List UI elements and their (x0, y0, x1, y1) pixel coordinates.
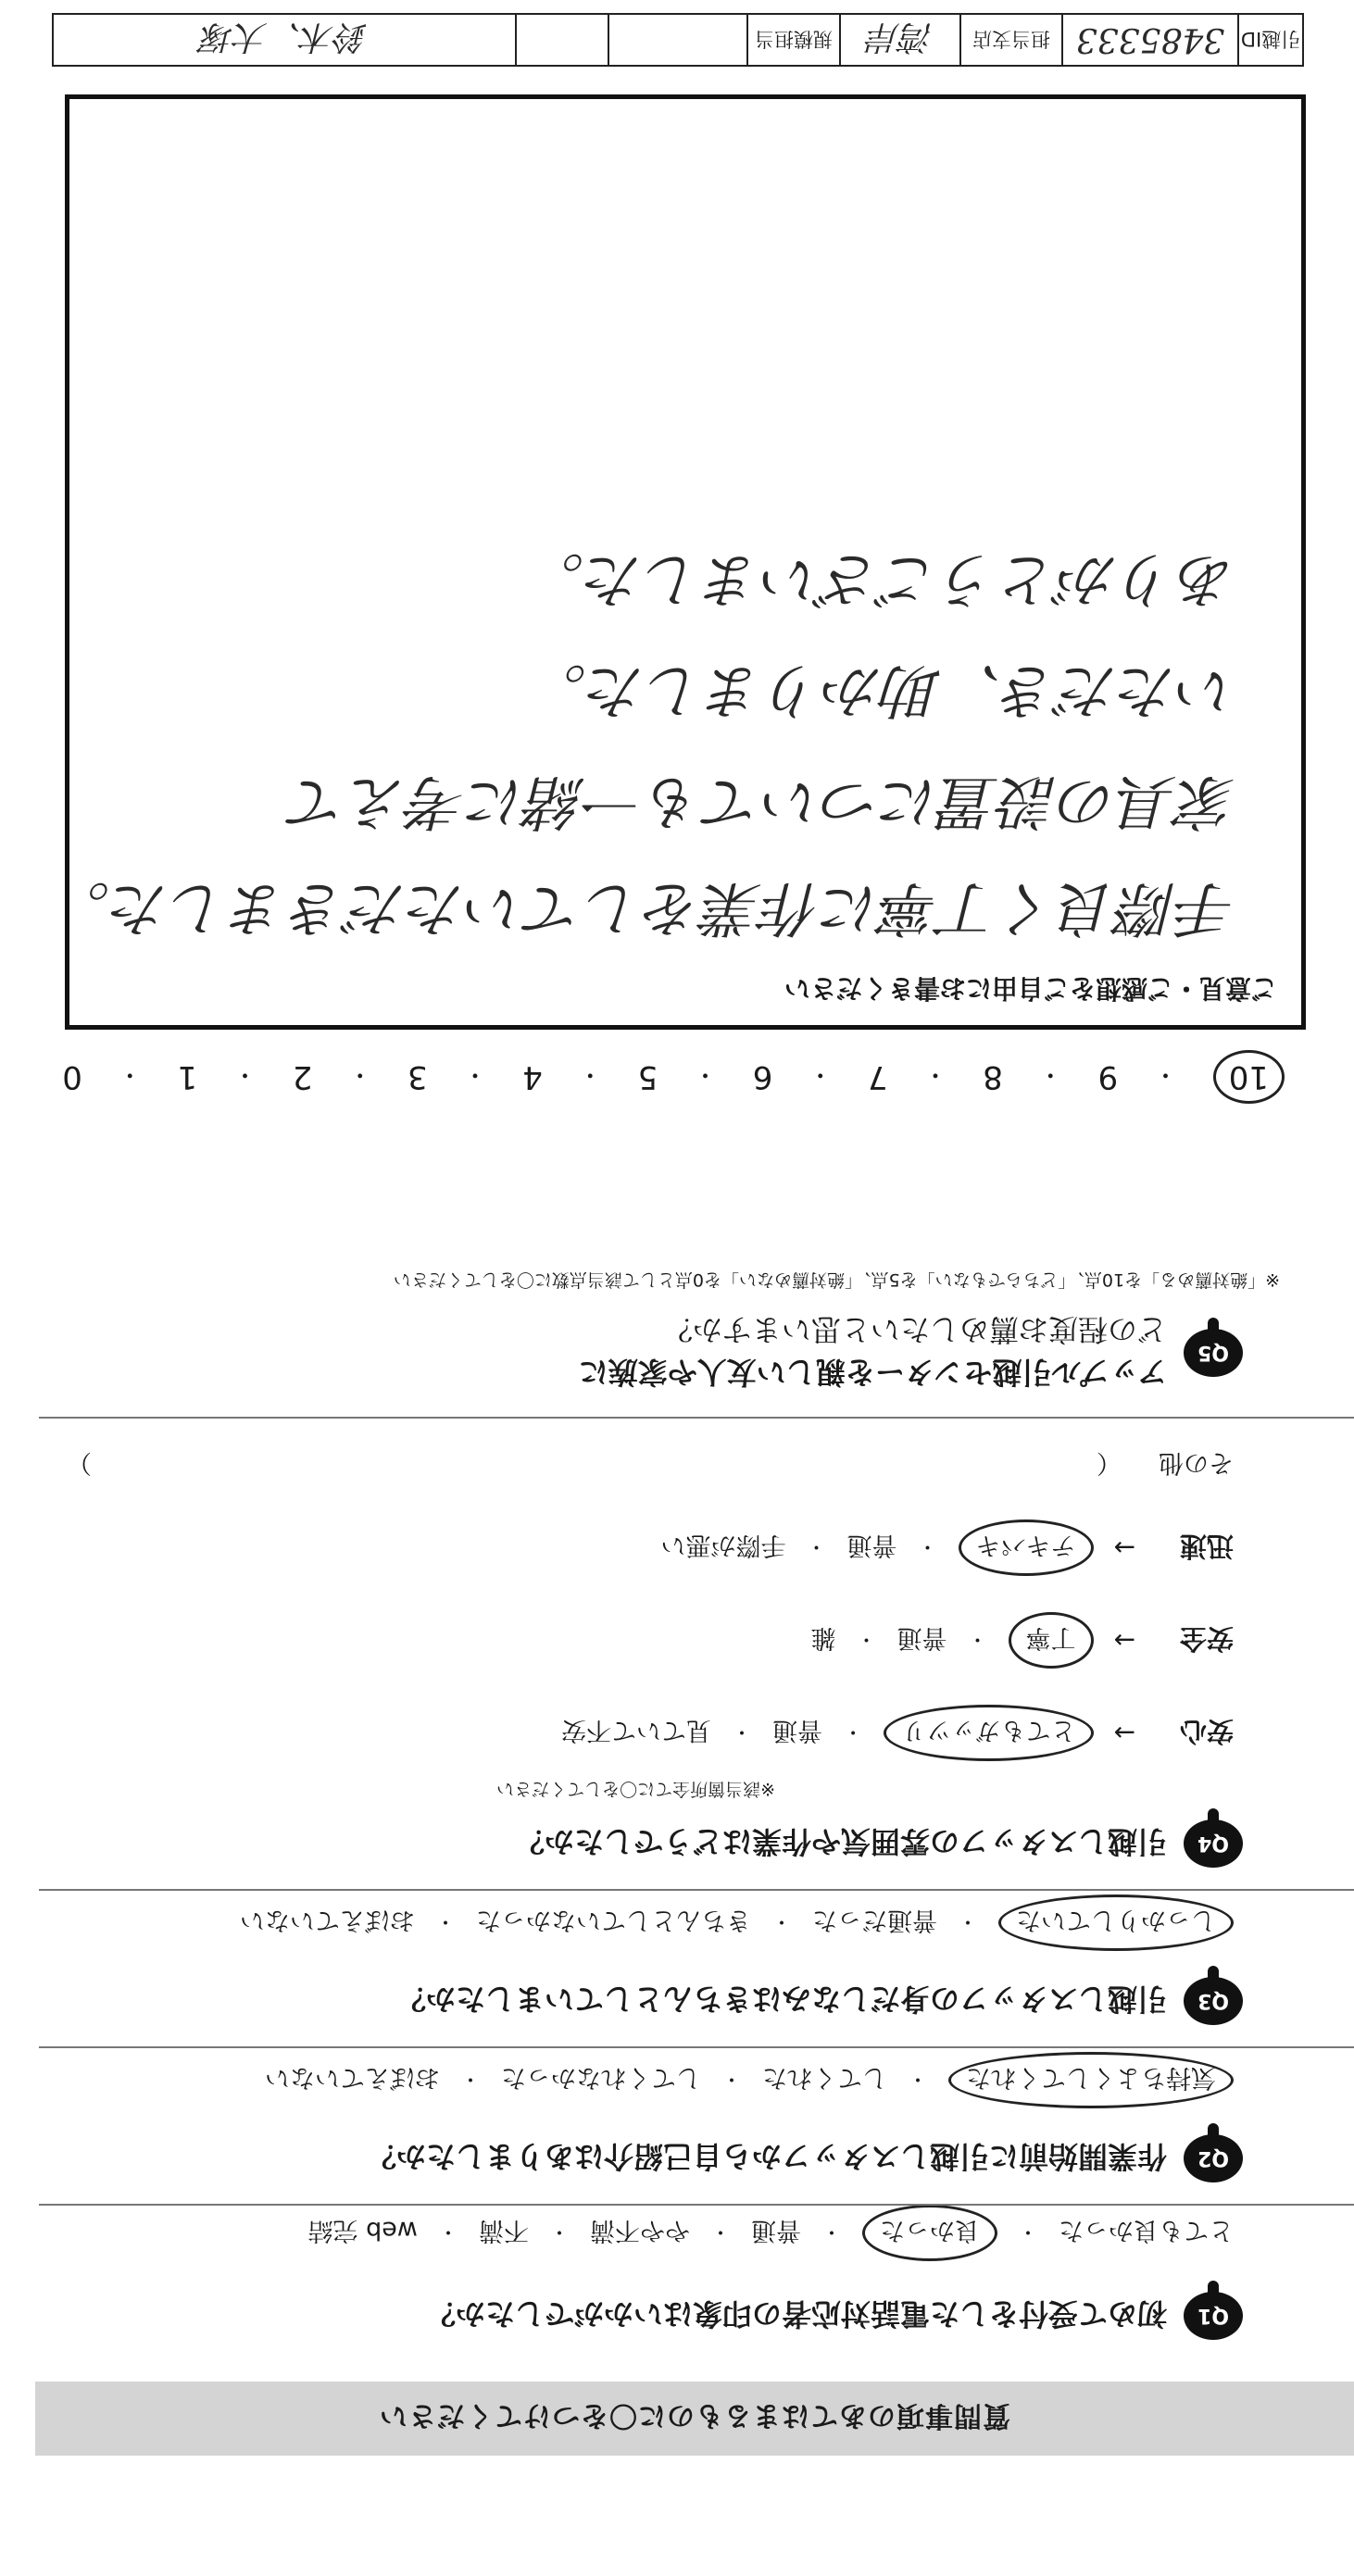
arrow-icon: → (1113, 1625, 1135, 1656)
q3-option-2[interactable]: 普通だった (811, 1906, 937, 1934)
question-1 (426, 2292, 1243, 2340)
q4-jinsoku-option-2[interactable]: 普通 (846, 1531, 897, 1559)
scale-value-cell (608, 15, 746, 65)
q3-option-4[interactable]: おぼえていない (239, 1906, 415, 1934)
q4-anshin-option-2[interactable]: 普通 (772, 1716, 823, 1744)
q2-text: 作業開始前に引越しスタッフから自己紹介はありましたか？ (366, 2139, 1167, 2174)
score-10-selected[interactable]: 10 (1213, 1050, 1285, 1104)
q1-option-5[interactable]: 不満 (478, 2216, 529, 2245)
q2-option-3[interactable]: してくれなかった (500, 2063, 701, 2092)
q3-options: しっかりしていた ・ 普通だった ・ きちんとしていなかった ・ おぼえていない (240, 1894, 1234, 1951)
q5-text-line1: アップル引越センターを親しい友人や家族に (578, 1355, 1167, 1390)
question-2 (367, 2134, 1243, 2182)
scale-label-cell: 規模担当 (746, 15, 839, 65)
q4-anshin-option-1-selected[interactable]: とてもガッツリ (884, 1705, 1093, 1761)
q1-option-3[interactable]: 普通 (750, 2216, 801, 2245)
branch-value-cell (839, 15, 959, 65)
q4-anshin-option-3[interactable]: 見ていて不安 (561, 1716, 712, 1744)
q2-badge: Q2 (1184, 2134, 1243, 2182)
q4-anzen-option-3[interactable]: 雑 (810, 1623, 836, 1652)
score-8[interactable]: 8 (983, 1058, 1003, 1095)
q5-badge: Q5 (1184, 1329, 1243, 1377)
score-3[interactable]: 3 (407, 1058, 428, 1095)
q4-anzen-option-1-selected[interactable]: 丁寧 (1009, 1612, 1094, 1669)
q1-option-6[interactable]: web 完結 (307, 2216, 418, 2245)
staff-names: 鈴木、大塚 (201, 18, 369, 56)
q2-option-2[interactable]: してくれた (761, 2063, 887, 2092)
score-1[interactable]: 1 (177, 1058, 198, 1095)
comment-line-4: ありがとうございました。 (525, 544, 1236, 613)
q3-text: 引越しスタッフの身だしなみはきちんとしていましたか？ (395, 1982, 1167, 2017)
comment-box[interactable] (51, 94, 1306, 1030)
q3-option-1-selected[interactable]: しっかりしていた (998, 1894, 1234, 1951)
q1-option-2-selected[interactable]: 良かった (862, 2205, 997, 2261)
divider (39, 1417, 1354, 1419)
id-value-cell (1061, 15, 1237, 65)
q4-other-close: ） (67, 1448, 92, 1477)
q3-option-3[interactable]: きちんとしていなかった (475, 1906, 751, 1934)
q1-options: とても良かった ・ 良かった ・ 普通 ・ やや不満 ・ 不満 ・ web 完結 (308, 2205, 1235, 2261)
move-id-value: 3485333 (1075, 20, 1225, 59)
branch-label-cell: 担当支店 (959, 15, 1061, 65)
score-0[interactable]: 0 (62, 1058, 82, 1095)
question-3 (396, 1977, 1243, 2025)
q4-badge: Q4 (1184, 1819, 1243, 1868)
q1-option-4[interactable]: やや不満 (589, 2216, 690, 2245)
instruction-text: 質問事項のあてはまるものに〇をつけてください (379, 2399, 1010, 2432)
q4-row-jinsoku: 迅速 → テキパキ ・ 普通 ・ 手際が悪い (661, 1519, 1235, 1576)
q4-row-label: 迅速 (1179, 1531, 1234, 1562)
q5-text-line2: どの程度お薦めしたいと思いますか？ (662, 1312, 1167, 1347)
recommend-scale: 10 ・ 9 ・ 8 ・ 7 ・ 6 ・ 5 ・ 4 ・ 3 ・ 2 ・ 1 ・ 0 (62, 1050, 1285, 1104)
divider (39, 2046, 1354, 2048)
q4-note: ※該当箇所全てに〇をしてください (496, 1779, 775, 1799)
q4-jinsoku-option-3[interactable]: 手際が悪い (660, 1531, 786, 1559)
q1-text: 初めて受付をした電話対応者の印象はいかがでしたか？ (425, 2296, 1167, 2332)
id-label-cell: 引越ID (1237, 15, 1302, 65)
q1-badge: Q1 (1184, 2292, 1243, 2340)
q4-row-other (67, 1447, 1234, 1483)
branch-value: 湾岸 (867, 18, 934, 56)
q4-text: 引越しスタッフの雰囲気や作業はどうでしたか？ (514, 1824, 1167, 1859)
arrow-icon: → (1113, 1532, 1135, 1563)
comment-heading: ご意見・ご感想をご自由にお書きください (784, 973, 1277, 1004)
q3-badge: Q3 (1184, 1977, 1243, 2025)
comment-line-3: いただき、助かりました。 (527, 656, 1236, 724)
arrow-icon: → (1113, 1718, 1135, 1748)
score-7[interactable]: 7 (867, 1058, 888, 1095)
q4-jinsoku-option-1-selected[interactable]: テキパキ (959, 1519, 1094, 1576)
score-4[interactable]: 4 (522, 1058, 543, 1095)
q2-options: 気持ちよくしてくれた ・ してくれた ・ してくれなかった ・ おぼえていない (265, 2052, 1234, 2108)
score-6[interactable]: 6 (752, 1058, 773, 1095)
score-9[interactable]: 9 (1097, 1058, 1119, 1095)
divider (39, 1889, 1354, 1891)
q4-other-open: （ (1097, 1448, 1122, 1477)
staff-value-cell (54, 15, 515, 65)
q1-option-1[interactable]: とても良かった (1059, 2216, 1234, 2245)
id-table (52, 13, 1304, 67)
question-4 (515, 1819, 1243, 1868)
score-2[interactable]: 2 (292, 1058, 313, 1095)
question-5 (579, 1310, 1243, 1395)
score-5[interactable]: 5 (637, 1058, 658, 1095)
q4-row-anshin: 安心 → とてもガッツリ ・ 普通 ・ 見ていて不安 (561, 1705, 1234, 1761)
q2-option-1-selected[interactable]: 気持ちよくしてくれた (948, 2052, 1234, 2108)
q4-other-label: その他 (1159, 1448, 1234, 1477)
q4-row-anzen: 安全 → 丁寧 ・ 普通 ・ 雑 (811, 1612, 1235, 1669)
comment-line-2: 家具の設置についても一緒に考えて (289, 767, 1236, 835)
divider (39, 2204, 1354, 2206)
instruction-banner (35, 2382, 1354, 2456)
q4-anzen-option-2[interactable]: 普通 (896, 1623, 947, 1652)
q2-option-4[interactable]: おぼえていない (264, 2063, 440, 2092)
blank-label-cell (515, 15, 608, 65)
comment-line-1: 手際良く丁寧に作業をしていただきました。 (51, 873, 1236, 942)
q5-note: ※「絶対薦める」を10点、「どちらでもない」を5点、「絶対薦めない」を0点として該当点数に〇をしてください (393, 1269, 1280, 1290)
q4-row-label: 安全 (1179, 1623, 1234, 1655)
q4-row-label: 安心 (1179, 1716, 1234, 1747)
